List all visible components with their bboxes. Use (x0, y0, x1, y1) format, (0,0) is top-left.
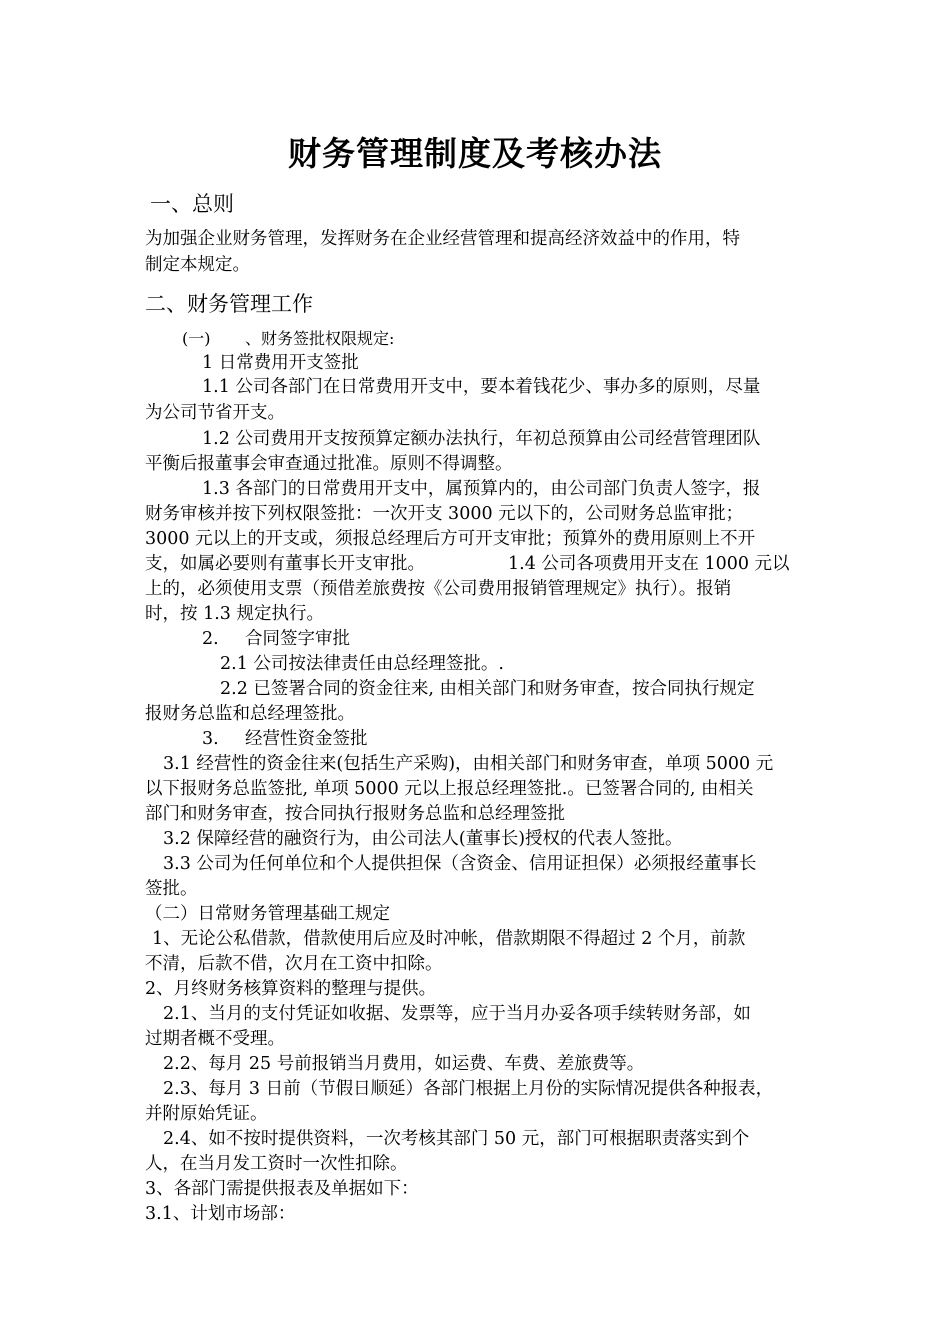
item-heading: 合同签字审批 (245, 629, 350, 649)
item-heading: 1 日常费用开支签批 (202, 353, 359, 373)
list-number: 2. (202, 629, 219, 649)
paragraph-line: 以下报财务总监签批, 单项 5000 元以上报总经理签批.。已签署合同的, 由相关 (145, 779, 754, 799)
paragraph-line: 部门和财务审查，按合同执行报财务总监和总经理签批 (145, 804, 565, 824)
paragraph-line: 2.1 公司按法律责任由总经理签批。. (220, 654, 504, 674)
subsection-heading: （二）日常财务管理基础工规定 (145, 904, 390, 924)
paragraph-line: 财务审核并按下列权限签批：一次开支 3000 元以下的，公司财务总监审批； (145, 504, 744, 524)
paragraph-line: 3000 元以上的开支或，须报总经理后方可开支审批；预算外的费用原则上不开 (145, 529, 756, 549)
paragraph-line: 1.2 公司费用开支按预算定额办法执行，年初总预算由公司经营管理团队 (202, 429, 761, 449)
paragraph-line: 平衡后报董事会审查通过批准。原则不得调整。 (145, 454, 513, 474)
paragraph-line: 报财务总监和总经理签批。 (145, 704, 355, 724)
paragraph-line: 1、无论公私借款，借款使用后应及时冲帐，借款期限不得超过 2 个月，前款 (152, 929, 746, 949)
item-heading: 经营性资金签批 (245, 729, 368, 749)
paragraph-line: 1.4 公司各项费用开支在 1000 元以 (508, 554, 790, 574)
paragraph-line: 制定本规定。 (145, 255, 250, 275)
paragraph-line: 为加强企业财务管理，发挥财务在企业经营管理和提高经济效益中的作用，特 (145, 229, 740, 249)
paragraph-line: 过期者概不受理。 (145, 1029, 285, 1049)
paragraph-line: 3.1、计划市场部： (145, 1204, 296, 1224)
paragraph-line: 2.2、每月 25 号前报销当月费用，如运费、车费、差旅费等。 (163, 1054, 645, 1074)
paragraph-line: 2.3、每月 3 日前（节假日顺延）各部门根据上月份的实际情况提供各种报表， (163, 1079, 774, 1099)
list-number: (一) (182, 329, 211, 348)
paragraph-line: 支，如属必要则有董事长开支审批。 (145, 554, 425, 574)
paragraph-line: 3、各部门需提供报表及单据如下： (145, 1179, 419, 1199)
paragraph-line: 3.1 经营性的资金往来(包括生产采购)，由相关部门和财务审查，单项 5000 元 (163, 754, 774, 774)
paragraph-line: 时，按 1.3 规定执行。 (145, 604, 324, 624)
section-heading-general: 一、总则 (150, 192, 234, 216)
paragraph-line: 2、月终财务核算资料的整理与提供。 (145, 979, 437, 999)
list-number: 3. (202, 729, 219, 749)
section-heading-finance: 二、财务管理工作 (145, 292, 313, 316)
paragraph-line: 1.3 各部门的日常费用开支中，属预算内的，由公司部门负责人签字，报 (202, 479, 761, 499)
paragraph-line: 人，在当月发工资时一次性扣除。 (145, 1154, 408, 1174)
paragraph-line: 2.4、如不按时提供资料，一次考核其部门 50 元，部门可根据职责落实到个 (163, 1129, 750, 1149)
document-title: 财务管理制度及考核办法 (288, 134, 662, 173)
paragraph-line: 3.3 公司为任何单位和个人提供担保（含资金、信用证担保）必须报经董事长 (163, 854, 757, 874)
subsection-heading: 、财务签批权限规定: (245, 329, 395, 348)
paragraph-line: 2.2 已签署合同的资金往来, 由相关部门和财务审查，按合同执行规定 (220, 679, 755, 699)
paragraph-line: 并附原始凭证。 (145, 1104, 268, 1124)
paragraph-line: 为公司节省开支。 (145, 403, 285, 423)
paragraph-line: 2.1、当月的支付凭证如收据、发票等，应于当月办妥各项手续转财务部，如 (163, 1004, 751, 1024)
paragraph-line: 上的，必须使用支票（预借差旅费按《公司费用报销管理规定》执行）。报销 (145, 579, 732, 599)
paragraph-line: 不清，后款不借，次月在工资中扣除。 (145, 954, 443, 974)
paragraph-line: 签批。 (145, 879, 198, 899)
paragraph-line: 1.1 公司各部门在日常费用开支中，要本着钱花少、事办多的原则，尽量 (202, 377, 761, 397)
paragraph-line: 3.2 保障经营的融资行为，由公司法人(董事长)授权的代表人签批。 (163, 829, 683, 849)
